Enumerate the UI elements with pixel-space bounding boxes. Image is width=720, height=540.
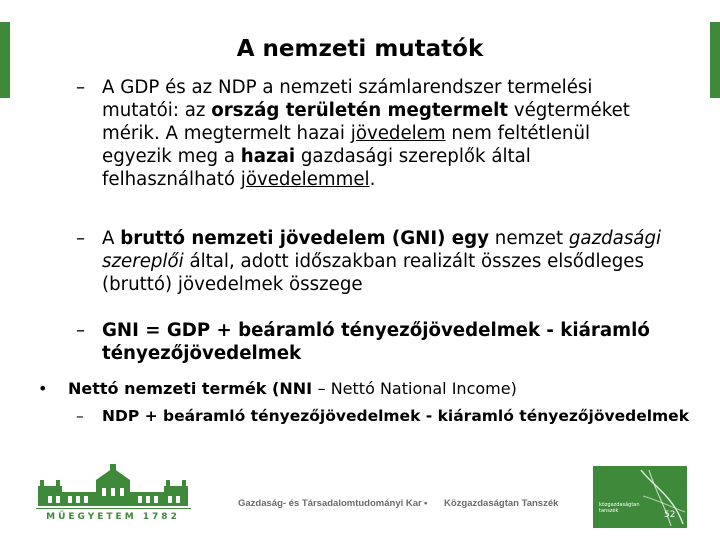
text-line — [102, 250, 686, 273]
text-line — [102, 145, 686, 168]
list-item-text — [102, 319, 686, 365]
sub-item-text: NDP + beáramló tényezőjövedelmek - kiáramló tényezőjövedelmek — [102, 407, 690, 425]
slide-footer — [0, 462, 720, 540]
dash-marker: – — [76, 320, 86, 341]
text-segment: bruttó nemzeti jövedelem (GNI) egy — [120, 228, 490, 249]
text-segment: Nettó nemzeti termék (NNI — [68, 379, 318, 398]
bullet-marker: • — [38, 379, 48, 398]
footer-separator: • — [424, 498, 428, 509]
text-segment: hazai — [240, 146, 296, 167]
list-item-gni-formula — [76, 319, 686, 365]
text-segment: gazdasági szereplők által — [295, 146, 531, 167]
text-line — [102, 76, 686, 99]
text-segment: GNI = GDP + beáramló tényezőjövedelmek - kiáramló — [102, 320, 650, 341]
text-line — [102, 273, 686, 296]
text-segment: nem feltétlenül — [445, 123, 591, 144]
text-segment: A — [102, 228, 121, 249]
dash-marker: – — [76, 228, 86, 249]
text-line — [102, 342, 686, 365]
text-line — [102, 122, 686, 145]
text-segment: mutatói: az — [102, 100, 212, 121]
logo-wordmark: MŰEGYETEM 1782 — [46, 512, 180, 522]
text-segment: jövedelem — [350, 123, 446, 144]
text-line — [102, 227, 686, 250]
text-segment: A GDP és az NDP a nemzeti számlarendszer termelési — [102, 77, 593, 98]
list-item-gni-definition — [76, 227, 686, 296]
text-segment: által, adott időszakban realizált összes elsődleges — [183, 251, 644, 272]
text-segment: egyezik meg a — [102, 146, 241, 167]
list-item-text — [102, 76, 686, 191]
department-logo-text: közgazdaságtan tanszék — [599, 502, 640, 514]
text-segment: végterméket — [508, 100, 630, 121]
text-line — [102, 99, 686, 122]
text-segment: mérik. A megtermelt hazai — [102, 123, 351, 144]
text-line — [102, 168, 686, 191]
dash-marker: – — [76, 407, 84, 425]
text-segment: felhasználható — [102, 169, 241, 190]
list-item-text — [102, 227, 686, 296]
slide-title: A nemzeti mutatók — [236, 36, 484, 62]
text-segment: szereplői — [102, 251, 184, 272]
text-segment: . — [369, 169, 376, 190]
page-number: 52 — [664, 510, 676, 520]
department-name: Közgazdaságtan Tanszék — [444, 498, 559, 509]
text-segment: tényezőjövedelmek — [102, 343, 302, 364]
text-segment: nemzet — [489, 228, 569, 249]
faculty-name: Gazdaság- és Társadalomtudományi Kar — [238, 498, 422, 509]
bullet-item-text — [68, 378, 698, 400]
list-item-gdp-ndp — [76, 76, 686, 191]
text-line — [102, 319, 686, 342]
text-segment: gazdasági — [568, 228, 662, 249]
bullet-item-nni — [38, 378, 698, 400]
university-building-logo — [36, 462, 191, 522]
text-segment: (bruttó) jövedelmek összege — [102, 274, 363, 295]
text-segment: – Nettó National Income) — [317, 379, 517, 398]
text-segment: ország területén megtermelt — [211, 100, 509, 121]
text-segment: jövedelemmel — [240, 169, 370, 190]
sub-item-ndp-formula — [76, 405, 706, 427]
dash-marker: – — [76, 77, 86, 98]
